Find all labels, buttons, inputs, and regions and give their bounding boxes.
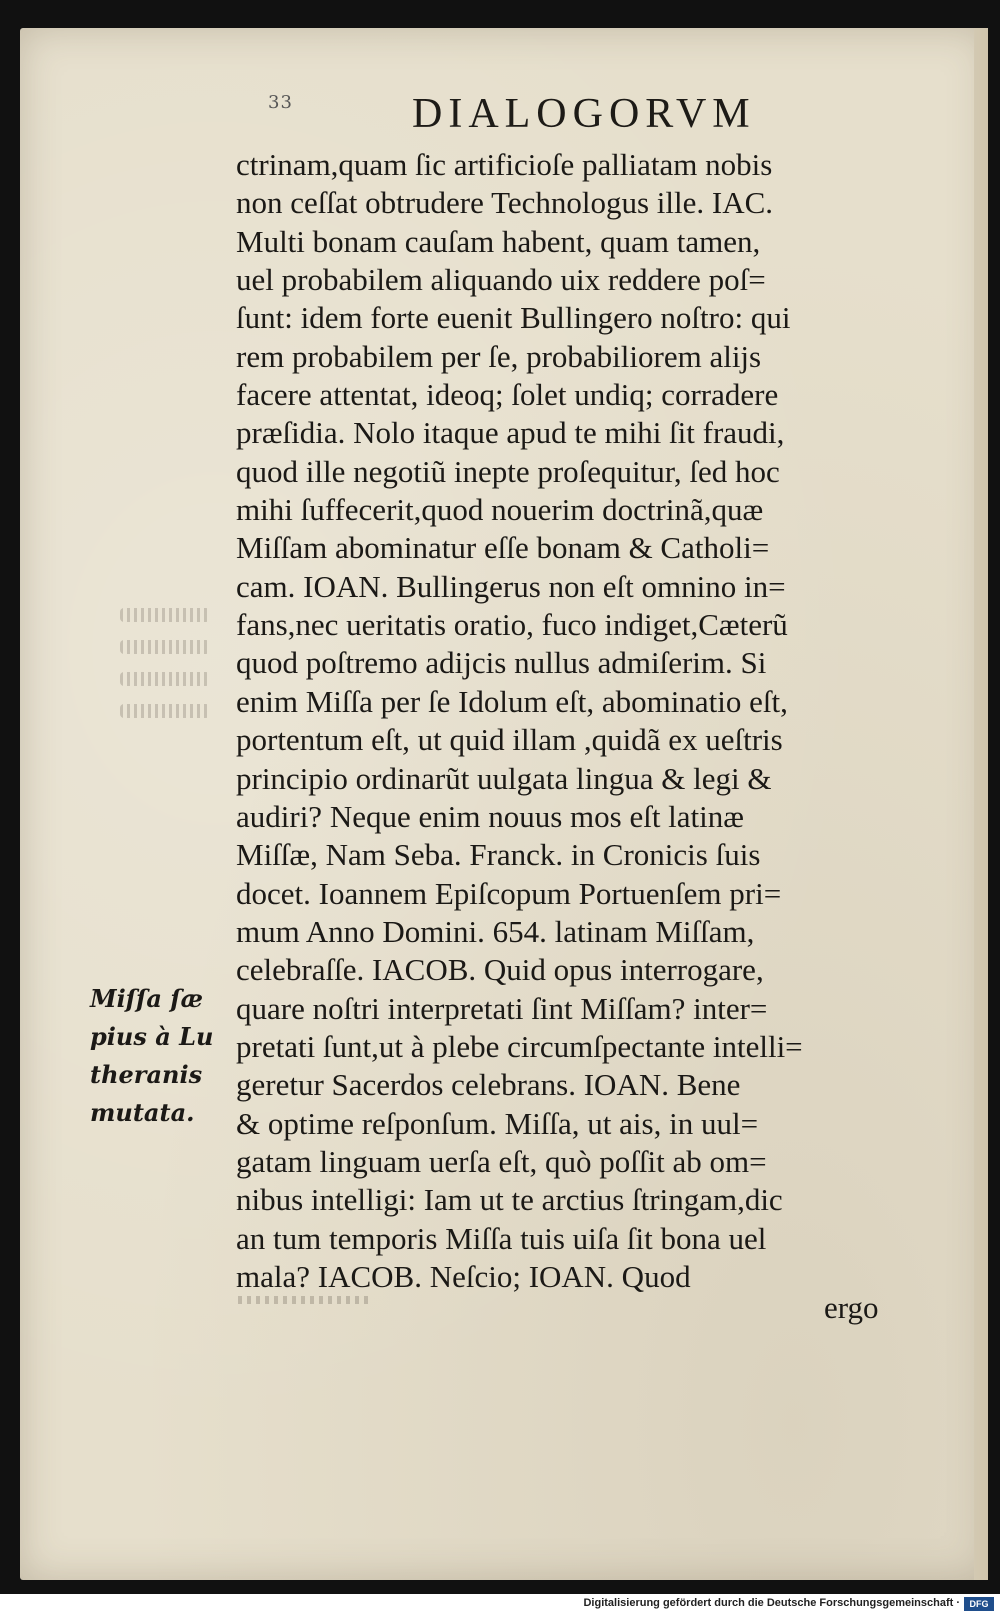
show-through-mark — [120, 704, 210, 718]
text-line: an tum temporis Miſſa tuis uiſa ſit bona uel — [236, 1220, 767, 1256]
text-line: geretur Sacerdos celebrans. IOAN. Bene — [236, 1067, 741, 1103]
text-line: quod poſtremo adijcis nullus admiſerim. Si — [236, 645, 767, 681]
catchword: ergo — [824, 1290, 879, 1325]
show-through-mark — [120, 640, 210, 654]
text-line: enim Miſſa per ſe Idolum eſt, abominatio eſt, — [236, 683, 788, 719]
text-line: Miſſæ, Nam Seba. Franck. in Cronicis ſuis — [236, 837, 761, 873]
text-line: quod ille negotiũ inepte proſequitur, ſed hoc — [236, 453, 780, 489]
text-line: pretati ſunt,ut à plebe circumſpectante intelli= — [236, 1028, 803, 1064]
text-line: ctrinam,quam ſic artificioſe palliatam nobis — [236, 147, 773, 182]
text-line: Multi bonam cauſam habent, quam tamen, — [236, 223, 761, 259]
text-line: & optime reſponſum. Miſſa, ut ais, in uul= — [236, 1105, 759, 1141]
digitization-credit: Digitalisierung gefördert durch die Deutsche Forschungsgemeinschaft · — [583, 1597, 960, 1609]
text-line: celebraſſe. IACOB. Quid opus interrogare, — [236, 952, 764, 988]
show-through-mark — [120, 608, 210, 622]
text-line: quare noſtri interpretati ſint Miſſam? inter= — [236, 990, 768, 1026]
marginal-note-line: mutata. — [90, 1098, 195, 1127]
text-line: portentum eſt, ut quid illam ,quidã ex ueſtris — [236, 722, 783, 758]
text-line: gatam linguam uerſa eſt, quò poſſit ab om= — [236, 1143, 767, 1179]
text-line: rem probabilem per ſe, probabiliorem alijs — [236, 338, 762, 374]
text-line: mum Anno Domini. 654. latinam Miſſam, — [236, 913, 755, 949]
dfg-logo: DFG — [964, 1597, 994, 1611]
text-line: audiri? Neque enim nouus mos eſt latinæ — [236, 798, 744, 834]
marginal-note-line: pius à Lu — [90, 1022, 214, 1051]
text-line: ſunt: idem forte euenit Bullingero noſtro: qui — [236, 300, 791, 336]
text-line: præſidia. Nolo itaque apud te mihi ſit fraudi, — [236, 415, 785, 451]
text-line: Miſſam abominatur eſſe bonam & Catholi= — [236, 530, 770, 566]
show-through-marks — [110, 590, 230, 718]
page-number: 33 — [268, 92, 293, 113]
text-line: uel probabilem aliquando uix reddere poſ= — [236, 262, 766, 298]
text-line: fans,nec ueritatis oratio, fuco indiget,Cæterũ — [236, 607, 788, 643]
marginal-note — [90, 980, 230, 1132]
text-line: nibus intelligi: Iam ut te arctius ſtringam,dic — [236, 1182, 783, 1218]
text-line: cam. IOAN. Bullingerus non eſt omnino in= — [236, 568, 786, 604]
show-through-mark — [120, 672, 210, 686]
text-line: mala? IACOB. Neſcio; IOAN. Quod — [236, 1258, 691, 1294]
marginal-note-line: theranis — [90, 1060, 203, 1089]
text-line: mihi ſuffecerit,quod nouerim doctrinã,quæ — [236, 492, 764, 528]
show-through-footer — [238, 1296, 368, 1304]
page-edge — [974, 28, 988, 1580]
running-head: DIALOGORVM — [412, 91, 756, 137]
text-line: non ceſſat obtrudere Technologus ille. IAC. — [236, 185, 774, 221]
text-line: principio ordinarũt uulgata lingua & legi & — [236, 760, 772, 796]
text-line: docet. Ioannem Epiſcopum Portuenſem pri= — [236, 875, 782, 911]
body-text — [236, 146, 936, 1296]
text-line: facere attentat, ideoq; ſolet undiq; corradere — [236, 377, 779, 413]
marginal-note-line: Miſſa ſæ — [90, 984, 203, 1013]
